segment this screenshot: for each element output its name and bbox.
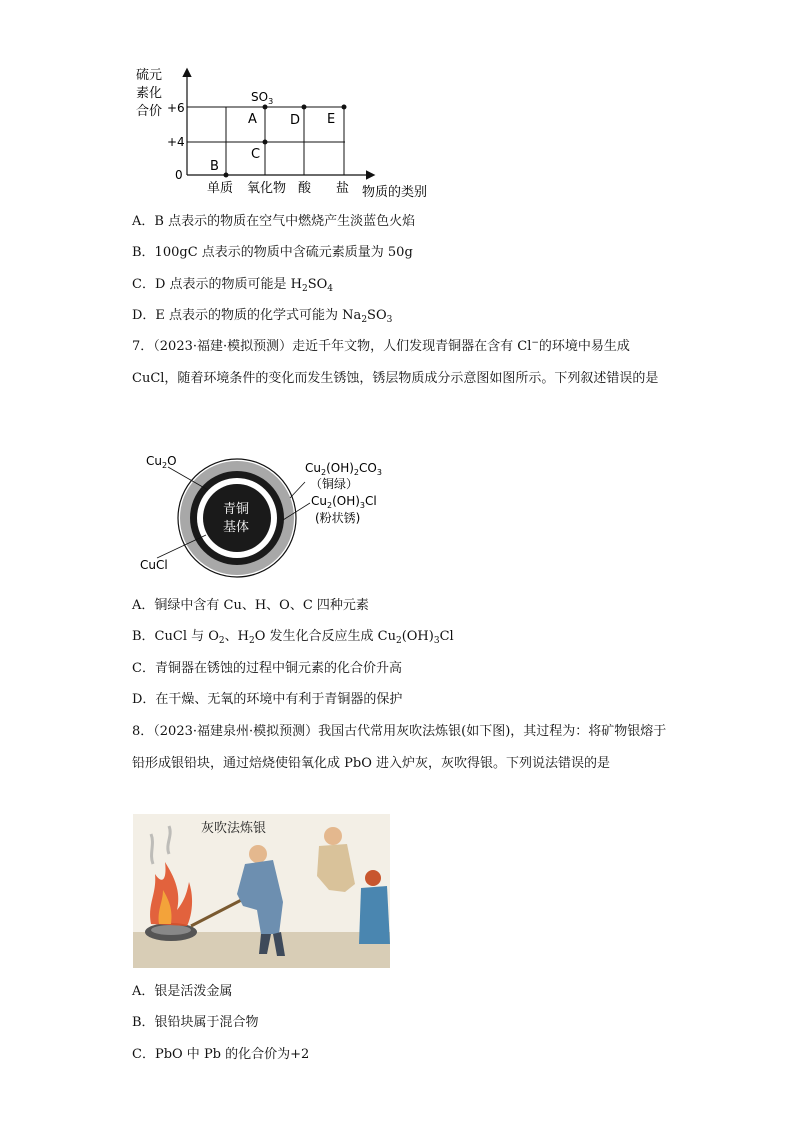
child-body [359,886,390,944]
point-b [224,173,229,178]
point-label-e: E [327,112,336,127]
label-copper-green-name: （铜绿） [310,477,359,491]
q8-option-b: B．银铅块属于混合物 [132,1015,259,1030]
q7-option-c: C．青铜器在锈蚀的过程中铜元素的化合价升高 [132,661,402,676]
point-label-b: B [210,159,219,174]
label-cu2o: $Cu_2O$ [146,454,177,470]
q8-option-a: A．银是活泼金属 [132,984,233,999]
q7-option-b: B．CuCl 与 $O_2$、$H_2O$ 发生化合反应生成 $Cu_2(OH)_3Cl$ [132,629,454,646]
rust-layer-diagram [130,445,400,580]
label-powder-rust-formula: $Cu_2(OH)_3Cl$ [311,494,377,510]
point-c [263,140,268,145]
valence-chart [120,60,450,205]
y-tick-plus4: +4 [167,135,185,149]
y-tick-plus6: +6 [167,101,185,115]
point-a-so3 [263,105,268,110]
label-copper-green-formula: $Cu_2(OH)_2CO_3$ [305,461,382,477]
q8-stem: 8．（2023·福建泉州·模拟预测）我国古代常用灰吹法炼银(如下图)，其过程为：将矿物银熔于铅形成银铅块，通过焙烧使铅氧化成 PbO 进入炉灰，灰吹得银。下列说法错误的是 [132,724,667,771]
q6-option-a: A．B 点表示的物质在空气中燃烧产生淡蓝色火焰 [132,214,416,229]
label-cucl: CuCl [140,558,168,572]
y-axis-label-line1: 硫元 [136,68,163,83]
point-label-d: D [290,113,301,128]
x-tick-elemental: 单质 [207,181,234,196]
q6-option-b: B．100gC 点表示的物质中含硫元素质量为 50g [132,245,413,260]
label-powder-rust-name: (粉状锈) [315,511,361,525]
bronze-core-label-line1: 青铜 [223,502,250,517]
q7-stem: 7．（2023·福建·模拟预测）走近千年文物，人们发现青铜器在含有 Cl−的环境中易生成 CuCl，随着环境条件的变化而发生锈蚀，锈层物质成分示意图如图所示。下列叙述错误的是 [132,338,659,386]
q8-option-c: C．PbO 中 Pb 的化合价为+2 [132,1047,310,1062]
illustration-caption: 灰吹法炼银 [201,821,267,836]
x-axis-label: 物质的类别 [362,185,428,200]
point-label-c: C [251,147,261,162]
q6-option-c: C．D 点表示的物质可能是 $H_2SO_4$ [132,277,334,294]
point-label-a: A [248,112,257,127]
x-tick-acid: 酸 [298,181,312,196]
cupellation-illustration [133,814,390,968]
point-label-so3: $SO_3$ [251,90,274,106]
x-tick-oxide: 氧化物 [247,181,287,196]
y-tick-zero: 0 [175,168,183,182]
leader-outer [290,482,305,498]
observer-head [324,827,342,845]
bronze-core-label-line2: 基体 [223,520,250,535]
q6-option-d: D．E 点表示的物质的化学式可能为 $Na_2SO_3$ [132,308,393,325]
point-e [342,105,347,110]
y-axis-label-line2: 素化 [136,86,163,101]
y-axis-label-line3: 合价 [136,104,163,119]
point-d [302,105,307,110]
worker-head [249,845,267,863]
x-tick-salt: 盐 [336,181,350,196]
child-head [365,870,381,886]
q7-option-d: D．在干燥、无氧的环境中有利于青铜器的保护 [132,692,403,707]
ring-cucl [203,484,271,552]
q7-option-a: A．铜绿中含有 Cu、H、O、C 四种元素 [132,598,369,613]
